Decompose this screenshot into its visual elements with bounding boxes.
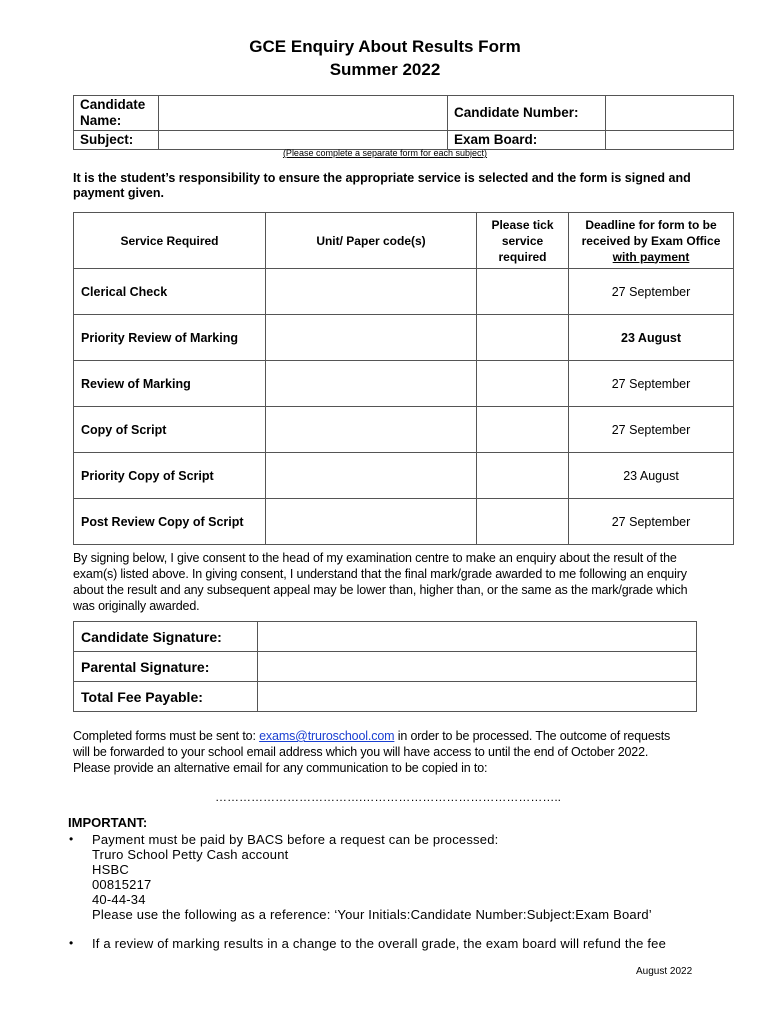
candidate-info-table: [73, 95, 734, 150]
deadline-value: 27 September: [569, 407, 734, 453]
header-deadline: [569, 213, 734, 269]
candidate-signature-label: Candidate Signature:: [74, 622, 258, 652]
email-link[interactable]: exams@truroschool.com: [259, 729, 395, 743]
parental-signature-field[interactable]: [258, 652, 697, 682]
tick-field[interactable]: [477, 315, 569, 361]
header-please-tick: Please tick service required: [477, 213, 569, 269]
table-row: [74, 499, 734, 545]
service-name: Review of Marking: [74, 361, 266, 407]
signature-table: [73, 621, 697, 712]
header-service-required: Service Required: [74, 213, 266, 269]
header-deadline-text: Deadline for form to be received by Exam Office: [581, 217, 721, 248]
candidate-number-field[interactable]: [606, 96, 734, 131]
service-table-header: [74, 213, 734, 269]
deadline-value: 27 September: [569, 499, 734, 545]
service-name: Priority Review of Marking: [74, 315, 266, 361]
exam-board-field[interactable]: [606, 131, 734, 150]
consent-text: By signing below, I give consent to the head of my examination centre to make an enquiry about the result of the exam(s) listed above. In giving consent, I understand that the final mark/grade awarded to me following an enquiry about the result and any subsequent appeal may be lower than, higher than, or the same as the mark/grade which was originally awarded.: [73, 551, 688, 613]
header-unit-paper-code: Unit/ Paper code(s): [266, 213, 477, 269]
candidate-number-label: Candidate Number:: [448, 96, 606, 131]
completed-forms-after: in order to be processed. The outcome of requests will be forwarded to your school email address which you will have access to until the end of October 2022. Please provide an alternative email for any communication to be copied in to:: [73, 729, 671, 775]
service-name: Post Review Copy of Script: [74, 499, 266, 545]
bank-name: HSBC: [92, 862, 129, 877]
deadline-value: 23 August: [569, 453, 734, 499]
deadline-value: 27 September: [569, 361, 734, 407]
completed-forms-before: Completed forms must be sent to:: [73, 729, 260, 743]
sort-code: 40-44-34: [92, 892, 146, 907]
total-fee-field[interactable]: [258, 682, 697, 712]
deadline-value: 27 September: [569, 269, 734, 315]
tick-field[interactable]: [477, 453, 569, 499]
important-heading: IMPORTANT:: [68, 815, 148, 830]
table-row: [74, 453, 734, 499]
reference-instructions: Please use the following as a reference: ‘Your Initials:Candidate Number:Subject:Exam Board’: [92, 907, 652, 922]
total-fee-label: Total Fee Payable:: [74, 682, 258, 712]
table-row: [74, 407, 734, 453]
refund-note: If a review of marking results in a change to the overall grade, the exam board will refund the fee: [92, 936, 667, 951]
service-name: Clerical Check: [74, 269, 266, 315]
service-table: [73, 212, 734, 545]
parental-signature-label: Parental Signature:: [74, 652, 258, 682]
footer-date: August 2022: [636, 966, 693, 977]
subject-label: Subject:: [74, 131, 159, 150]
unit-code-field[interactable]: [266, 499, 477, 545]
exam-board-label: Exam Board:: [448, 131, 606, 150]
header-deadline-payment: with payment: [612, 249, 690, 264]
dotted-line: ……………………………….…………………………………………..: [215, 790, 562, 804]
table-row: [74, 361, 734, 407]
separate-form-note: (Please complete a separate form for each subject): [282, 148, 488, 158]
table-row: [74, 315, 734, 361]
candidate-name-field[interactable]: [159, 96, 448, 131]
page-title: GCE Enquiry About Results Form: [249, 37, 521, 56]
service-name: Priority Copy of Script: [74, 453, 266, 499]
account-number: 00815217: [92, 877, 152, 892]
unit-code-field[interactable]: [266, 361, 477, 407]
tick-field[interactable]: [477, 407, 569, 453]
subject-field[interactable]: [159, 131, 448, 150]
tick-field[interactable]: [477, 361, 569, 407]
bullet-icon: •: [69, 936, 74, 950]
unit-code-field[interactable]: [266, 315, 477, 361]
unit-code-field[interactable]: [266, 407, 477, 453]
unit-code-field[interactable]: [266, 453, 477, 499]
payment-line: Payment must be paid by BACS before a request can be processed:: [92, 832, 499, 847]
tick-field[interactable]: [477, 269, 569, 315]
payment-info: [92, 832, 742, 922]
candidate-name-label: Candidate Name:: [74, 96, 159, 131]
bullet-icon: •: [69, 832, 74, 846]
page-subtitle: Summer 2022: [329, 60, 441, 79]
account-name: Truro School Petty Cash account: [92, 847, 289, 862]
responsibility-note: It is the student’s responsibility to ensure the appropriate service is selected and the form is signed and payment given.: [73, 171, 691, 200]
completed-forms-text: [73, 728, 673, 776]
tick-field[interactable]: [477, 499, 569, 545]
service-name: Copy of Script: [74, 407, 266, 453]
table-row: [74, 269, 734, 315]
deadline-value: 23 August: [569, 315, 734, 361]
candidate-signature-field[interactable]: [258, 622, 697, 652]
unit-code-field[interactable]: [266, 269, 477, 315]
